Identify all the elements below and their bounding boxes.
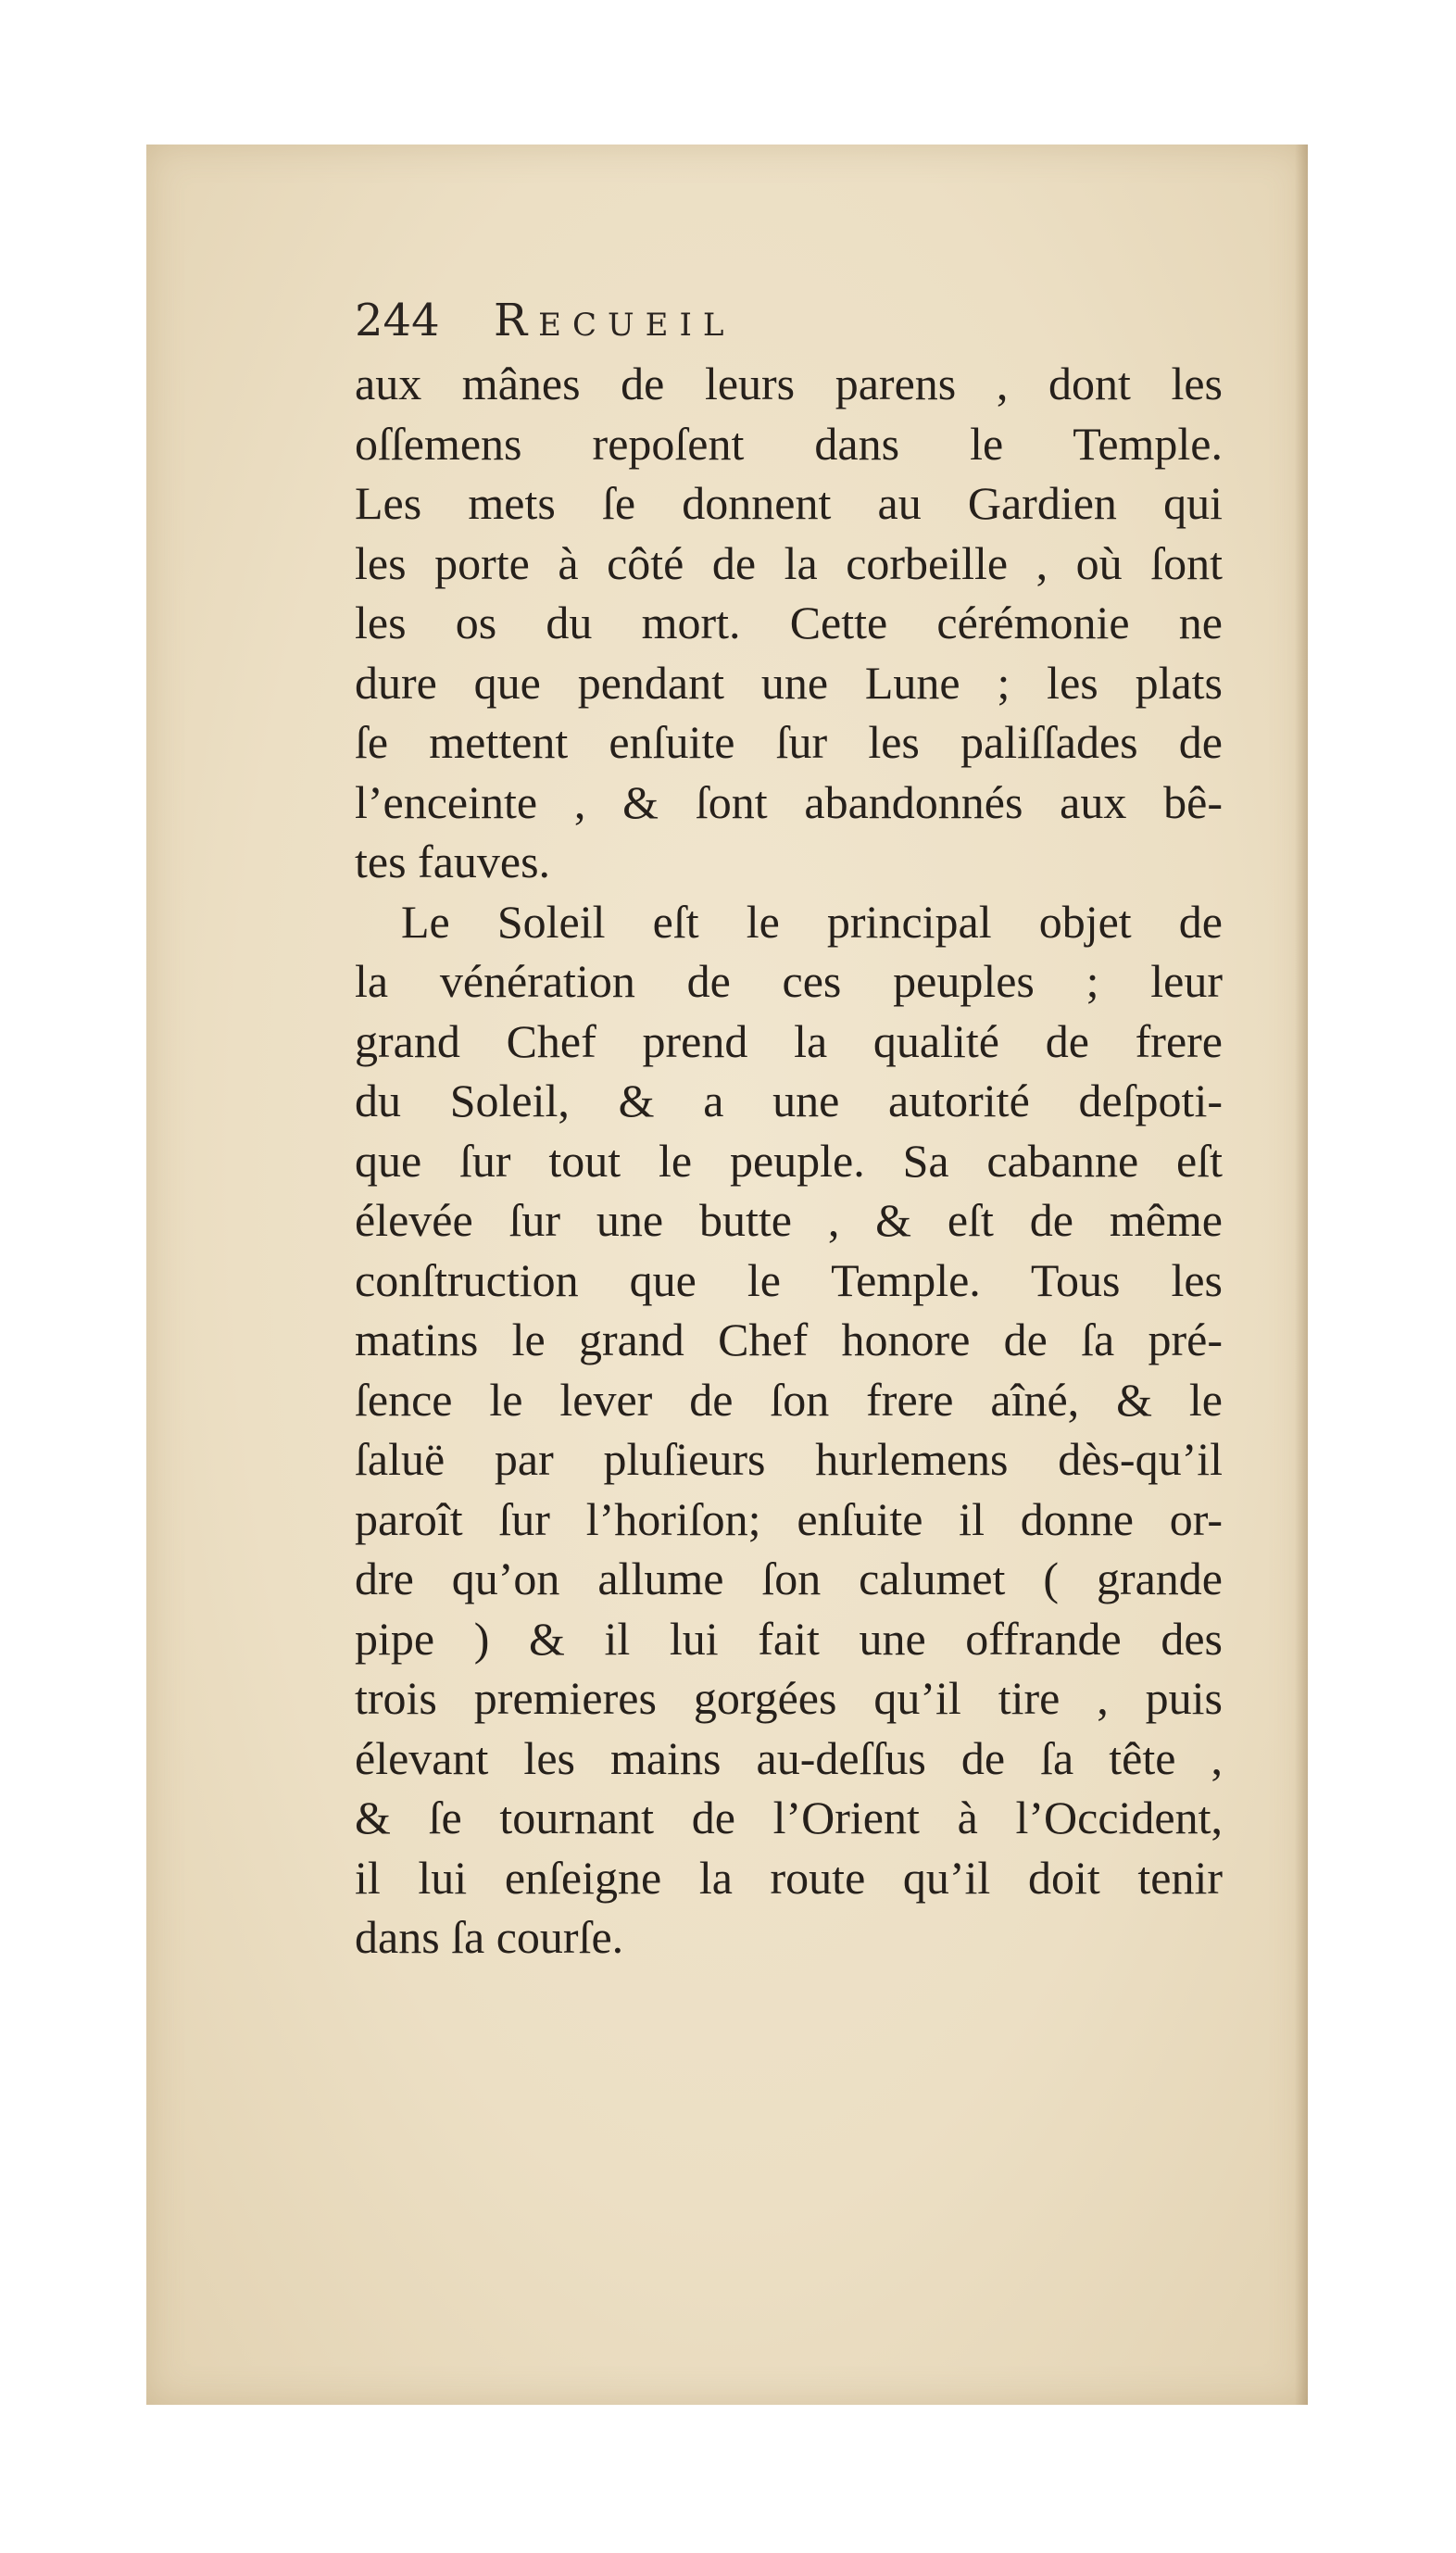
text-line: & ſe tournant de l’Orient à l’Occident, [355, 1792, 1223, 1843]
text-line: conſtruction que le Temple. Tous les [355, 1253, 1223, 1306]
text-line: ſe mettent enſuite ſur les paliſſades de [355, 716, 1223, 768]
text-line: dans ſa courſe. [355, 1911, 624, 1963]
body-text [355, 354, 1223, 1968]
text-line: que ſur tout le peuple. Sa cabanne eſt [355, 1134, 1223, 1187]
text-line: aux mânes de leurs parens , dont les [355, 358, 1223, 409]
page-header [355, 295, 1003, 350]
text-line: il lui enſeigne la route qu’il doit tenir [355, 1851, 1223, 1904]
text-line: Le Soleil eſt le principal objet de [401, 895, 1223, 948]
text-line: trois premieres gorgées qu’il tire , puis [355, 1672, 1223, 1724]
running-head: Recueil [494, 295, 735, 346]
page-number: 244 [355, 295, 440, 346]
text-line: l’enceinte , & ſont abandonnés aux bê- [355, 775, 1223, 828]
text-line: élevée ſur une butte , & eſt de même [355, 1194, 1223, 1246]
text-line: élevant les mains au-deſſus de ſa tête , [355, 1731, 1223, 1784]
text-line: grand Chef prend la qualité de frere [355, 1014, 1223, 1067]
text-line: pipe ) & il lui fait une offrande des [355, 1612, 1223, 1665]
text-line: ſence le lever de ſon frere aîné, & le [355, 1373, 1223, 1426]
text-line: oſſemens repoſent dans le Temple. [355, 417, 1223, 470]
text-line: dure que pendant une Lune ; les plats [355, 656, 1223, 709]
text-line: paroît ſur l’horiſon; enſuite il donne or- [355, 1492, 1223, 1545]
text-line: dre qu’on allume ſon calumet ( grande [355, 1553, 1223, 1604]
text-line: les os du mort. Cette cérémonie ne [355, 597, 1223, 648]
text-line: du Soleil, & a une autorité deſpoti- [355, 1075, 1223, 1126]
text-line: les porte à côté de la corbeille , où ſont [355, 536, 1223, 589]
text-line: la vénération de ces peuples ; leur [355, 955, 1223, 1007]
text-line: tes fauves. [355, 836, 551, 887]
text-line: Les mets ſe donnent au Gardien qui [355, 477, 1223, 529]
text-line: ſaluë par pluſieurs hurlemens dès-qu’il [355, 1433, 1223, 1485]
text-line: matins le grand Chef honore de ſa pré- [355, 1314, 1223, 1365]
